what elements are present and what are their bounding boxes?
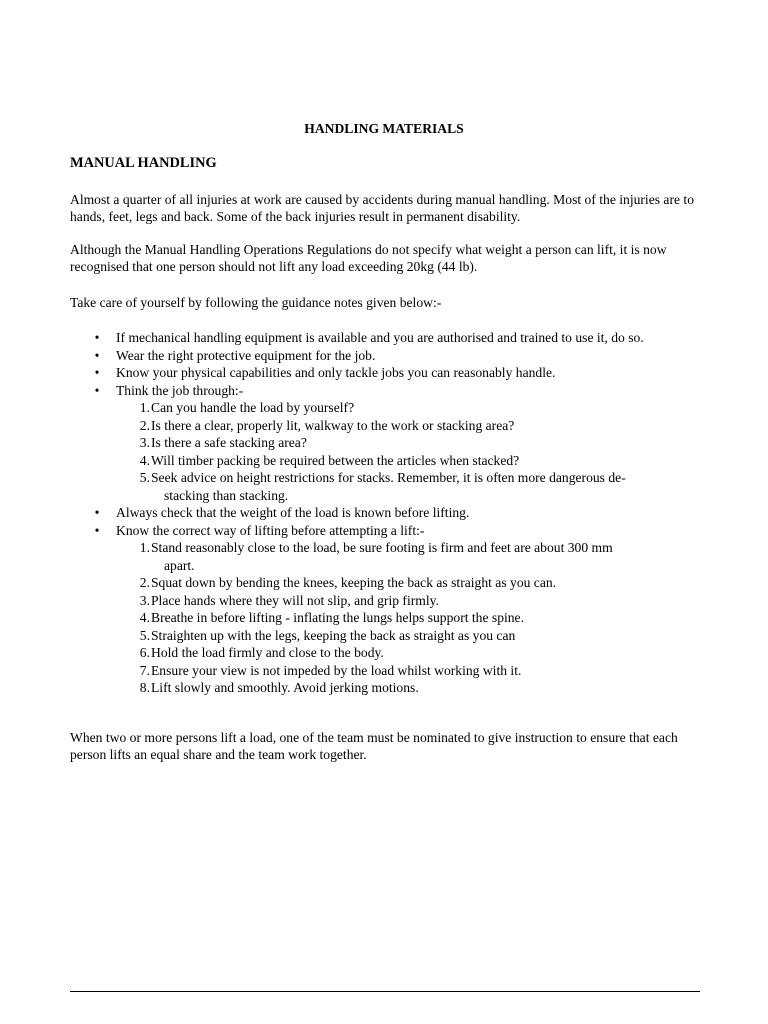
item-number: 1. bbox=[139, 540, 150, 555]
item-text: Can you handle the load by yourself? bbox=[151, 400, 355, 415]
item-text: Stand reasonably close to the load, be sure footing is firm and feet are about 300 mm bbox=[151, 540, 613, 555]
item-number: 5. bbox=[139, 627, 150, 643]
list-item bbox=[70, 522, 710, 540]
list-item-text: Know your physical capabilities and only tackle jobs you can reasonably handle. bbox=[116, 365, 556, 380]
bullet-icon: • bbox=[94, 522, 100, 538]
numbered-item bbox=[70, 574, 710, 592]
item-number: 7. bbox=[139, 662, 150, 678]
list-item bbox=[70, 382, 710, 400]
numbered-item bbox=[70, 452, 710, 470]
list-item-text: Think the job through:- bbox=[116, 382, 244, 398]
numbered-item bbox=[70, 592, 710, 610]
list-item-text: Always check that the weight of the load is known before lifting. bbox=[116, 505, 470, 520]
numbered-item bbox=[70, 469, 710, 504]
numbered-item bbox=[70, 644, 710, 662]
item-number: 3. bbox=[139, 592, 150, 608]
numbered-item bbox=[70, 399, 710, 417]
list-item-text: Know the correct way of lifting before attempting a lift:- bbox=[116, 522, 425, 538]
list-item bbox=[70, 504, 710, 522]
numbered-item bbox=[70, 434, 710, 452]
item-text: Hold the load firmly and close to the body. bbox=[151, 645, 384, 660]
document-title: HANDLING MATERIALS bbox=[304, 121, 464, 136]
item-number: 6. bbox=[139, 645, 150, 660]
list-item bbox=[70, 329, 710, 347]
footer-divider bbox=[70, 991, 700, 992]
item-number: 2. bbox=[139, 575, 150, 590]
item-number: 4. bbox=[139, 452, 150, 468]
list-item-text: If mechanical handling equipment is available and you are authorised and trained to use it, do so. bbox=[116, 330, 644, 345]
bullet-icon: • bbox=[94, 382, 100, 398]
item-text: Lift slowly and smoothly. Avoid jerking motions. bbox=[151, 680, 419, 695]
bullet-icon: • bbox=[94, 365, 100, 380]
numbered-item bbox=[70, 627, 710, 645]
guidance-list bbox=[70, 329, 710, 697]
paragraph-team-lifting: When two or more persons lift a load, one of the team must be nominated to give instruction to ensure that each person lifts an equal share and the team work together. bbox=[70, 730, 678, 762]
bullet-icon: • bbox=[94, 505, 100, 520]
item-text: Ensure your view is not impeded by the load whilst working with it. bbox=[151, 662, 522, 678]
bullet-icon: • bbox=[94, 330, 100, 345]
list-item bbox=[70, 347, 710, 365]
item-text: Seek advice on height restrictions for stacks. Remember, it is often more dangerous de- bbox=[151, 470, 626, 485]
item-text: Is there a safe stacking area? bbox=[151, 435, 307, 450]
numbered-item bbox=[70, 679, 710, 697]
item-text: Squat down by bending the knees, keeping the back as straight as you can. bbox=[151, 575, 557, 590]
numbered-item bbox=[70, 417, 710, 435]
item-text-continuation: stacking than stacking. bbox=[164, 487, 289, 503]
item-number: 3. bbox=[139, 435, 150, 450]
paragraph-regulations: Although the Manual Handling Operations Regulations do not specify what weight a person can lift, it is now recognised that one person should not lift any load exceeding 20kg (44 lb). bbox=[70, 242, 667, 274]
numbered-item bbox=[70, 609, 710, 627]
item-number: 5. bbox=[139, 470, 150, 485]
paragraph-guidance-intro: Take care of yourself by following the guidance notes given below:- bbox=[70, 295, 442, 310]
list-item-text: Wear the right protective equipment for the job. bbox=[116, 347, 376, 363]
paragraph-injuries: Almost a quarter of all injuries at work are caused by accidents during manual handling. Most of the injuries are to hands, feet, legs and back. Some of the back injuries result in permanent disability. bbox=[70, 192, 694, 224]
section-heading: MANUAL HANDLING bbox=[70, 155, 217, 171]
numbered-item bbox=[70, 539, 710, 574]
bullet-icon: • bbox=[94, 347, 100, 363]
numbered-item bbox=[70, 662, 710, 680]
item-number: 1. bbox=[139, 400, 150, 415]
item-number: 2. bbox=[139, 417, 150, 433]
item-number: 4. bbox=[139, 610, 150, 625]
list-item bbox=[70, 364, 710, 382]
item-text-continuation: apart. bbox=[164, 557, 195, 573]
item-text: Will timber packing be required between the articles when stacked? bbox=[151, 452, 520, 468]
item-text: Is there a clear, properly lit, walkway to the work or stacking area? bbox=[151, 417, 515, 433]
item-text: Place hands where they will not slip, and grip firmly. bbox=[151, 592, 439, 608]
item-number: 8. bbox=[139, 680, 150, 695]
item-text: Straighten up with the legs, keeping the back as straight as you can bbox=[151, 627, 516, 643]
item-text: Breathe in before lifting - inflating the lungs helps support the spine. bbox=[151, 610, 524, 625]
